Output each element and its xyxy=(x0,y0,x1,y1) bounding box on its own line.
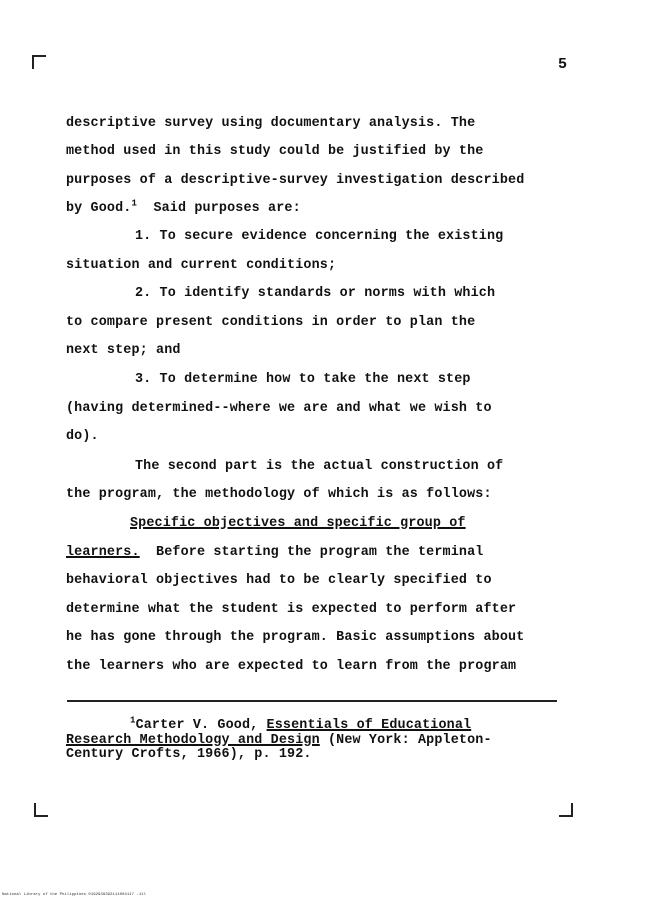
text-line xyxy=(66,545,483,561)
text-line: method used in this study could be justified by the xyxy=(66,144,484,159)
footnote-publisher: (New York: Appleton- xyxy=(319,733,492,748)
text-line: the program, the methodology of which is as follows: xyxy=(66,487,492,502)
text-line-with-footnote xyxy=(66,198,301,217)
text-line: (having determined--where we are and what we wish to xyxy=(66,401,492,416)
footnote-marker: 1 xyxy=(130,715,136,726)
scan-footer-code: National Library of the Philippines 0192939392111004117 -11l xyxy=(2,893,147,897)
footnote-divider xyxy=(67,700,557,702)
text-line: descriptive survey using documentary analysis. The xyxy=(66,116,476,131)
text-line: purposes of a descriptive-survey investigation described xyxy=(66,173,525,188)
text-line: the learners who are expected to learn from the program xyxy=(66,659,517,674)
text-line: The second part is the actual construction of xyxy=(135,459,504,474)
footnote-line-3: Century Crofts, 1966), p. 192. xyxy=(66,747,312,762)
text-line: 2. To identify standards or norms with which xyxy=(135,286,496,301)
footnote-author: Carter V. Good, xyxy=(135,718,259,733)
text-line: to compare present conditions in order to plan the xyxy=(66,315,476,330)
text-line: do). xyxy=(66,429,99,444)
footnote-line-1 xyxy=(130,715,472,734)
text-line: 3. To determine how to take the next step xyxy=(135,372,471,387)
said-purposes-text: Said purposes are: xyxy=(153,201,301,216)
section-heading: Specific objectives and specific group of xyxy=(130,516,466,531)
corner-mark-bottom-right xyxy=(559,803,573,817)
text-line: next step; and xyxy=(66,343,181,358)
footnote-title: Essentials of Educational xyxy=(266,718,472,733)
text-line: behavioral objectives had to be clearly specified to xyxy=(66,573,492,588)
by-good-text: by Good. xyxy=(66,201,132,216)
page-number: 5 xyxy=(558,56,568,73)
footnote-reference: 1 xyxy=(131,198,138,209)
corner-mark-top-left xyxy=(32,55,46,69)
corner-mark-bottom-left xyxy=(34,803,48,817)
before-starting-text: Before starting the program the terminal xyxy=(156,545,484,560)
text-line: determine what the student is expected to perform after xyxy=(66,602,517,617)
text-line: 1. To secure evidence concerning the existing xyxy=(135,229,504,244)
text-line: situation and current conditions; xyxy=(66,258,337,273)
footnote-title-cont: Research Methodology and Design xyxy=(66,733,320,748)
text-line: he has gone through the program. Basic assumptions about xyxy=(66,630,525,645)
section-heading-cont: learners. xyxy=(66,545,140,560)
